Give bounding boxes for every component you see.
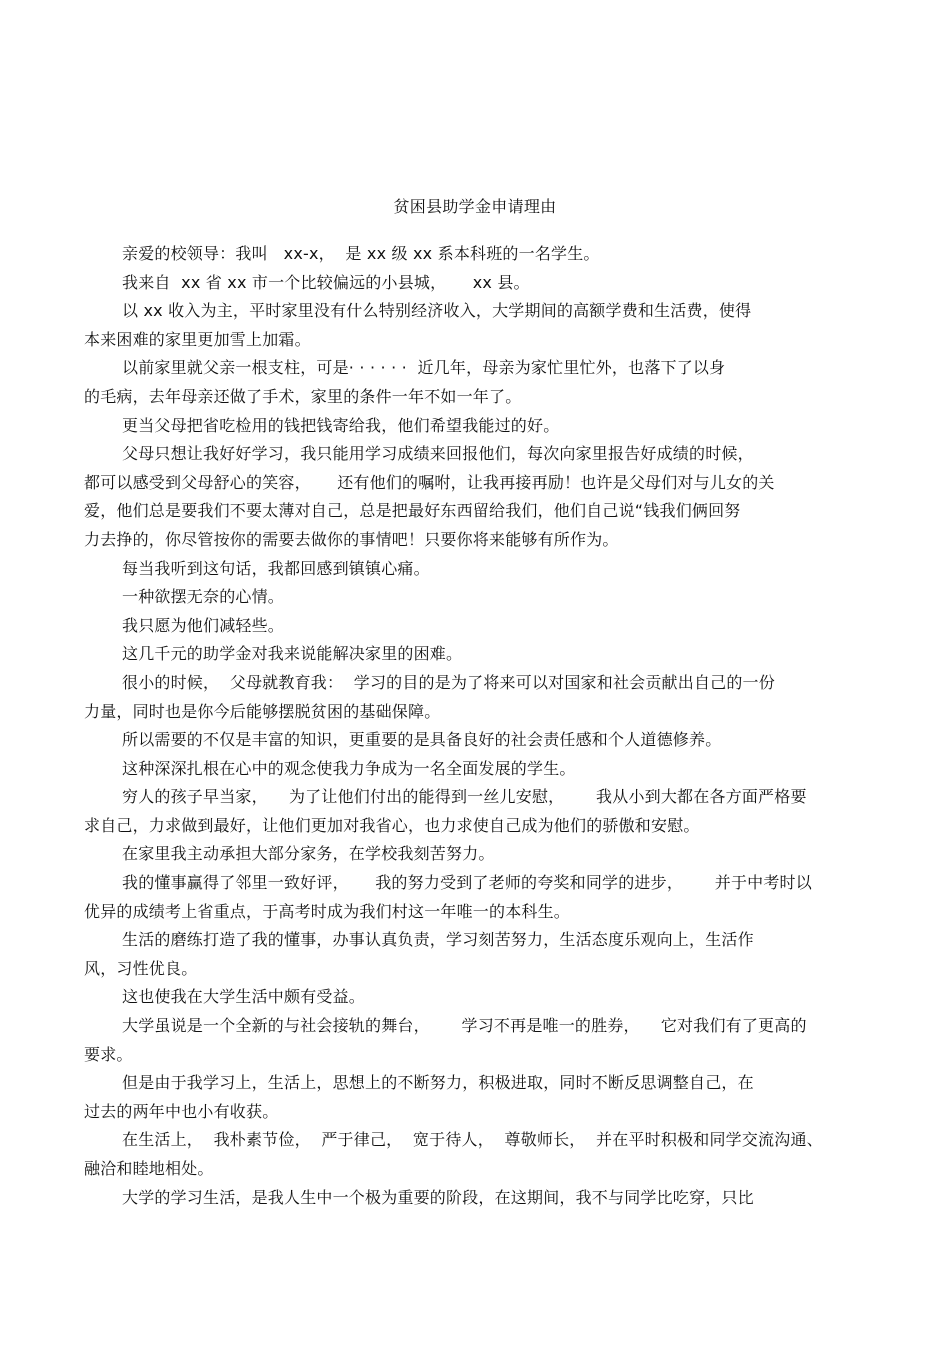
paragraph <box>84 612 864 641</box>
paragraph-line: 融洽和睦地相处。 <box>84 1159 214 1178</box>
paragraph <box>84 983 864 1012</box>
paragraph <box>84 755 864 784</box>
paragraph <box>84 869 864 926</box>
paragraph <box>84 297 864 354</box>
paragraph-line: 我的懂事赢得了邻里一致好评， 我的努力受到了老师的夸奖和同学的进步， 并于中考时以 <box>122 873 812 893</box>
paragraph <box>84 1012 864 1069</box>
paragraph-line: 本来困难的家里更加雪上加霜。 <box>84 329 311 349</box>
document-title: 贫困县助学金申请理由 <box>393 197 557 216</box>
paragraph-line: 父母只想让我好好学习，我只能用学习成绩来回报他们，每次向家里报告好成绩的时候， <box>122 444 754 464</box>
paragraph-line: 的毛病，去年母亲还做了手术，家里的条件一年不如一年了。 <box>84 386 522 406</box>
paragraph-line: 生活的磨练打造了我的懂事，办事认真负责，学习刻苦努力，生活态度乐观向上，生活作 <box>122 930 754 950</box>
paragraph <box>84 240 864 269</box>
paragraph <box>84 840 864 869</box>
paragraph <box>84 1126 864 1183</box>
paragraph <box>84 1184 864 1213</box>
paragraph <box>84 412 864 441</box>
paragraph-line: 在生活上， 我朴素节俭， 严于律己， 宽于待人， 尊敬师长， 并在平时积极和同学交流沟通、 <box>122 1130 823 1150</box>
paragraph-line: 这也使我在大学生活中颇有受益。 <box>122 987 366 1007</box>
paragraph-line: 很小的时候， 父母就教育我： 学习的目的是为了将来可以对国家和社会贡献出自己的一份 <box>122 672 775 692</box>
paragraph-line: 所以需要的不仅是丰富的知识，更重要的是具备良好的社会责任感和个人道德修养。 <box>122 730 722 750</box>
paragraph-line: 我只愿为他们减轻些。 <box>122 615 285 635</box>
paragraph <box>84 726 864 755</box>
paragraph-line: 亲爱的校领导：我叫 xx-x， 是 xx 级 xx 系本科班的一名学生。 <box>122 244 600 263</box>
paragraph <box>84 583 864 612</box>
paragraph-line: 我来自 xx 省 xx 市一个比较偏远的小县城， xx 县。 <box>122 272 530 292</box>
paragraph-line: 力去挣的，你尽管按你的需要去做你的事情吧！只要你将来能够有所作为。 <box>84 529 619 549</box>
paragraph <box>84 440 864 554</box>
paragraph-line: 每当我听到这句话，我都回感到镇镇心痛。 <box>122 558 430 578</box>
paragraph <box>84 783 864 840</box>
paragraph-line: 力量，同时也是你今后能够摆脱贫困的基础保障。 <box>84 701 441 721</box>
paragraph-line: 风，习性优良。 <box>84 958 198 978</box>
document-body <box>84 240 864 1212</box>
paragraph <box>84 669 864 726</box>
paragraph <box>84 640 864 669</box>
paragraph-line: 爱，他们总是要我们不要太薄对自己，总是把最好东西留给我们，他们自己说“钱我们俩回努 <box>84 501 741 521</box>
paragraph-line: 这种深深扎根在心中的观念使我力争成为一名全面发展的学生。 <box>122 758 576 778</box>
paragraph-line: 穷人的孩子早当家， 为了让他们付出的能得到一丝儿安慰， 我从小到大都在各方面严格要 <box>122 787 807 807</box>
paragraph-line: 求自己，力求做到最好，让他们更加对我省心，也力求使自己成为他们的骄傲和安慰。 <box>84 815 700 835</box>
paragraph-line: 都可以感受到父母舒心的笑容， 还有他们的嘱咐，让我再接再励！也许是父母们对与儿女的关 <box>84 472 775 492</box>
paragraph <box>84 1069 864 1126</box>
paragraph <box>84 269 864 298</box>
paragraph-line: 过去的两年中也小有收获。 <box>84 1101 279 1121</box>
paragraph <box>84 926 864 983</box>
paragraph-line: 一种欲摆无奈的心情。 <box>122 587 285 607</box>
paragraph-line: 以 xx 收入为主，平时家里没有什么特别经济收入，大学期间的高额学费和生活费，使得 <box>122 301 752 321</box>
paragraph-line: 这几千元的助学金对我来说能解决家里的困难。 <box>122 644 463 664</box>
paragraph-line: 大学虽说是一个全新的与社会接轨的舞台， 学习不再是唯一的胜券， 它对我们有了更高的 <box>122 1016 807 1036</box>
paragraph-line: 优异的成绩考上省重点，于高考时成为我们村这一年唯一的本科生。 <box>84 901 571 921</box>
paragraph-line: 但是由于我学习上，生活上，思想上的不断努力，积极进取，同时不断反思调整自己，在 <box>122 1073 754 1093</box>
paragraph-line: 大学的学习生活，是我人生中一个极为重要的阶段，在这期间，我不与同学比吃穿，只比 <box>122 1187 754 1207</box>
paragraph-line: 以前家里就父亲一根支柱，可是· · · · · · 近几年，母亲为家忙里忙外，也落下了以身 <box>122 358 726 378</box>
paragraph <box>84 555 864 584</box>
paragraph-line: 在家里我主动承担大部分家务，在学校我刻苦努力。 <box>122 844 495 864</box>
paragraph-line: 要求。 <box>84 1044 133 1064</box>
paragraph-line: 更当父母把省吃检用的钱把钱寄给我，他们希望我能过的好。 <box>122 415 560 435</box>
paragraph <box>84 354 864 411</box>
